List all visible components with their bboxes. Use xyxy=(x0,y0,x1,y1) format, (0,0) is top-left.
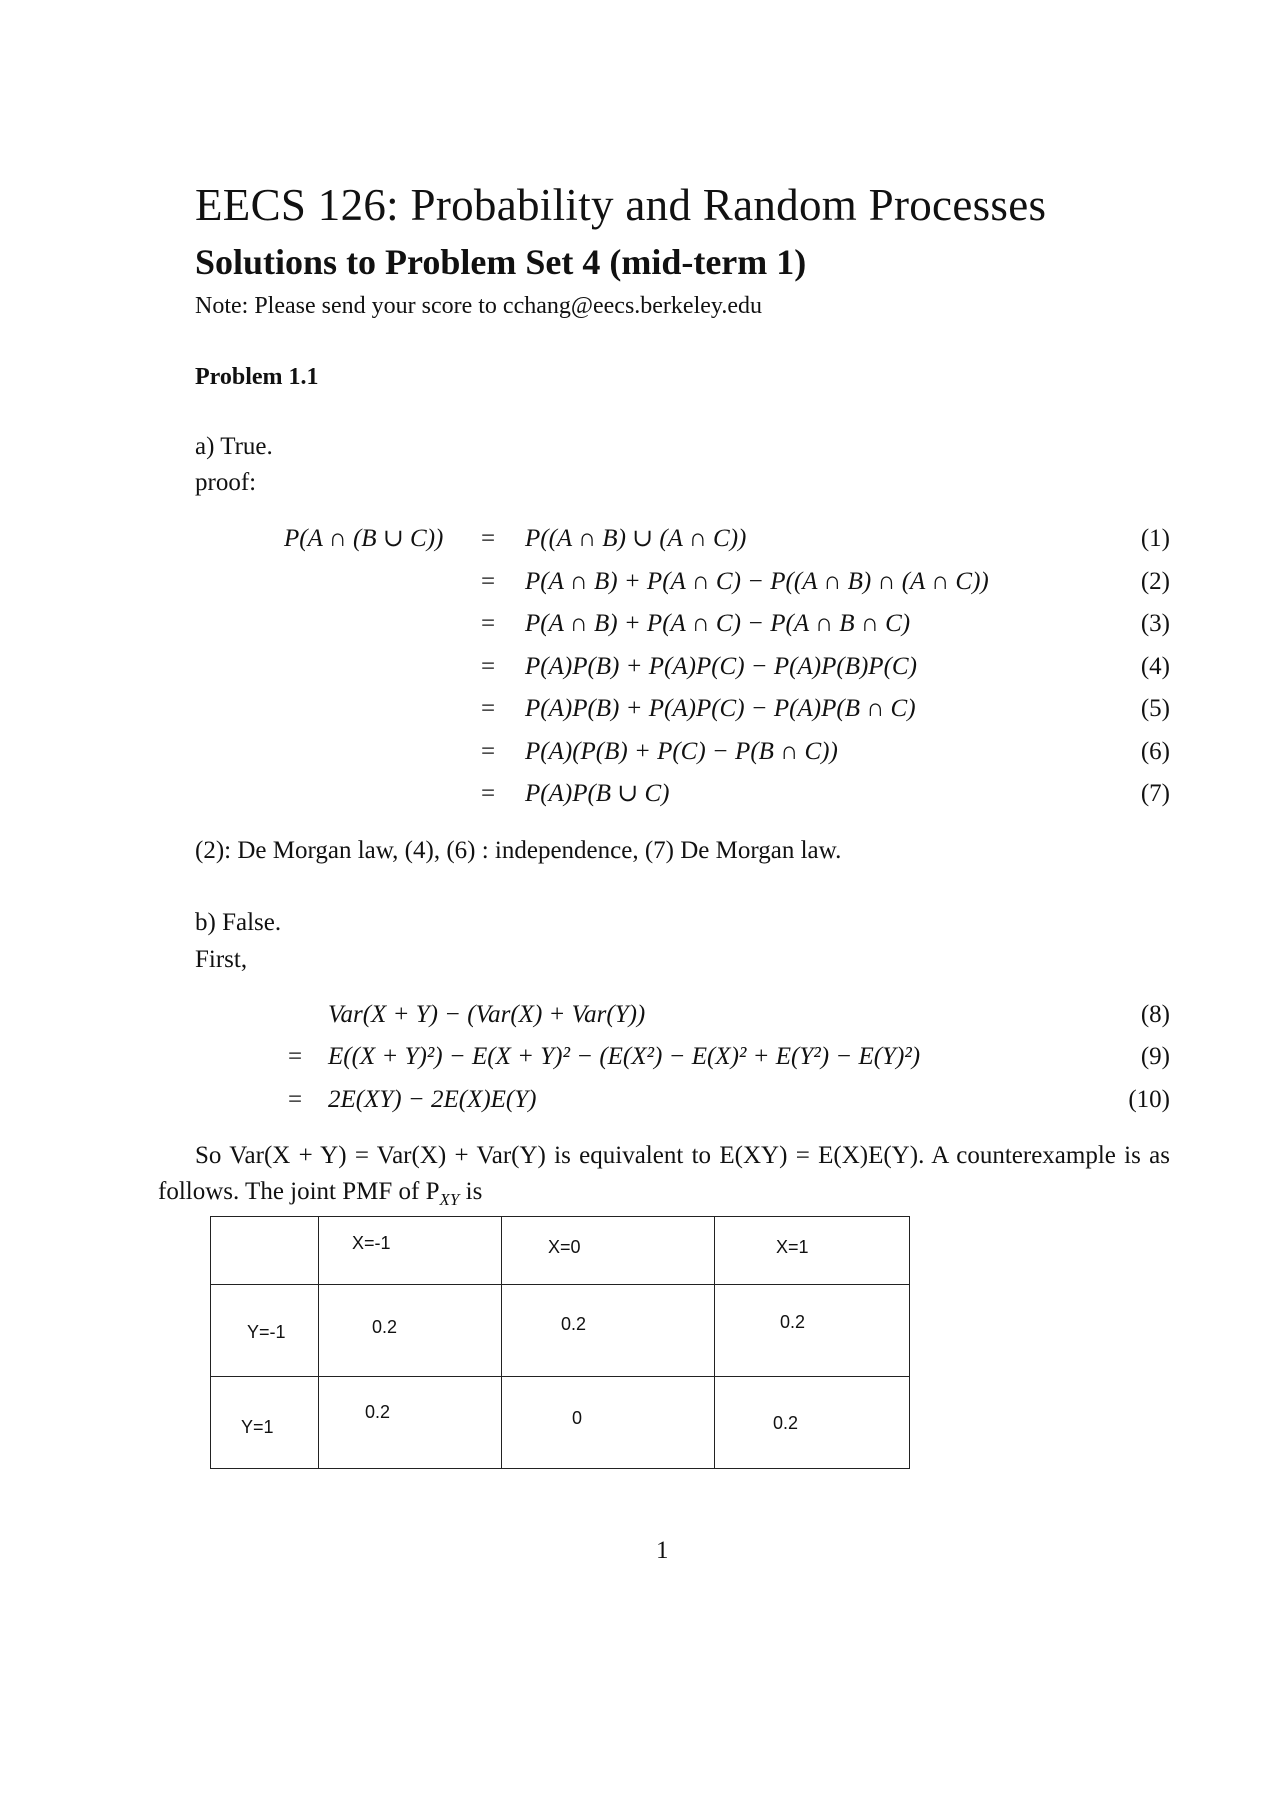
table-row xyxy=(211,1377,910,1469)
table-cell: 0 xyxy=(502,1377,715,1469)
table-cell: 0.2 xyxy=(319,1285,502,1377)
equation-rhs: P(A)P(B ∪ C) xyxy=(525,780,670,807)
equation-rhs: P(A ∩ B) + P(A ∩ C) − P(A ∩ B ∩ C) xyxy=(525,610,911,637)
proof-label: proof: xyxy=(195,469,257,496)
submission-note: Note: Please send your score to cchang@eecs.berkeley.edu xyxy=(195,293,762,319)
equals-sign: = xyxy=(288,1086,303,1113)
first-label: First, xyxy=(195,946,248,973)
equation-rhs: P(A ∩ B) + P(A ∩ C) − P((A ∩ B) ∩ (A ∩ C)) xyxy=(525,568,989,595)
equals-sign: = xyxy=(481,780,496,807)
part-a-justification: (2): De Morgan law, (4), (6) : independence, (7) De Morgan law. xyxy=(195,837,842,864)
table-cell: 0.2 xyxy=(715,1285,910,1377)
table-corner-cell xyxy=(211,1217,319,1285)
equation-rhs: Var(X + Y) − (Var(X) + Var(Y)) xyxy=(328,1001,646,1028)
equation-rhs: P(A)(P(B) + P(C) − P(B ∩ C)) xyxy=(525,738,838,765)
equation-rhs: E((X + Y)²) − E(X + Y)² − (E(X²) − E(X)² + E(Y²) − E(Y)²) xyxy=(328,1043,921,1070)
table-row xyxy=(211,1285,910,1377)
equation-number: (6) xyxy=(1140,738,1170,765)
table-cell: 0.2 xyxy=(502,1285,715,1377)
equation-rhs: 2E(XY) − 2E(X)E(Y) xyxy=(328,1086,537,1113)
equation-number: (9) xyxy=(1140,1043,1170,1070)
equals-sign: = xyxy=(481,525,496,552)
equals-sign: = xyxy=(288,1043,303,1070)
equation-number: (2) xyxy=(1140,568,1170,595)
equation-rhs: P(A)P(B) + P(A)P(C) − P(A)P(B)P(C) xyxy=(525,653,917,680)
table-cell: 0.2 xyxy=(715,1377,910,1469)
col-header-x-1: X=1 xyxy=(715,1217,910,1285)
part-a-label: a) True. xyxy=(195,433,273,460)
row-header-y-neg1: Y=-1 xyxy=(211,1285,319,1377)
equation-number: (7) xyxy=(1140,780,1170,807)
equation-number: (3) xyxy=(1140,610,1170,637)
document-title: EECS 126: Probability and Random Processes xyxy=(195,180,1047,230)
page-number: 1 xyxy=(656,1537,669,1564)
equation-number: (4) xyxy=(1140,653,1170,680)
joint-pmf-table xyxy=(210,1216,910,1469)
equation-number: (1) xyxy=(1140,525,1170,552)
part-b-conclusion xyxy=(158,1138,1170,1218)
conclusion-subscript: XY xyxy=(439,1190,460,1209)
conclusion-end: is xyxy=(459,1178,483,1205)
equals-sign: = xyxy=(481,653,496,680)
equation-number: (8) xyxy=(1140,1001,1170,1028)
equals-sign: = xyxy=(481,568,496,595)
conclusion-text: So Var(X + Y) = Var(X) + Var(Y) is equivalent to E(XY) = E(X)E(Y). A counterexample is as follows. The joint PMF of P xyxy=(158,1142,1170,1205)
equals-sign: = xyxy=(481,695,496,722)
equation-number: (5) xyxy=(1140,695,1170,722)
col-header-x-0: X=0 xyxy=(502,1217,715,1285)
part-b-label: b) False. xyxy=(195,909,282,936)
equation-rhs: P(A)P(B) + P(A)P(C) − P(A)P(B ∩ C) xyxy=(525,695,916,722)
equals-sign: = xyxy=(481,738,496,765)
document-subtitle: Solutions to Problem Set 4 (mid-term 1) xyxy=(195,242,807,282)
equation-lhs: P(A ∩ (B ∪ C)) xyxy=(284,525,444,552)
table-cell: 0.2 xyxy=(319,1377,502,1469)
equation-number: (10) xyxy=(1128,1086,1170,1113)
row-header-y-1: Y=1 xyxy=(211,1377,319,1469)
equation-rhs: P((A ∩ B) ∪ (A ∩ C)) xyxy=(525,525,747,552)
problem-heading: Problem 1.1 xyxy=(195,364,319,390)
equals-sign: = xyxy=(481,610,496,637)
table-header-row xyxy=(211,1217,910,1285)
col-header-x-neg1: X=-1 xyxy=(319,1217,502,1285)
